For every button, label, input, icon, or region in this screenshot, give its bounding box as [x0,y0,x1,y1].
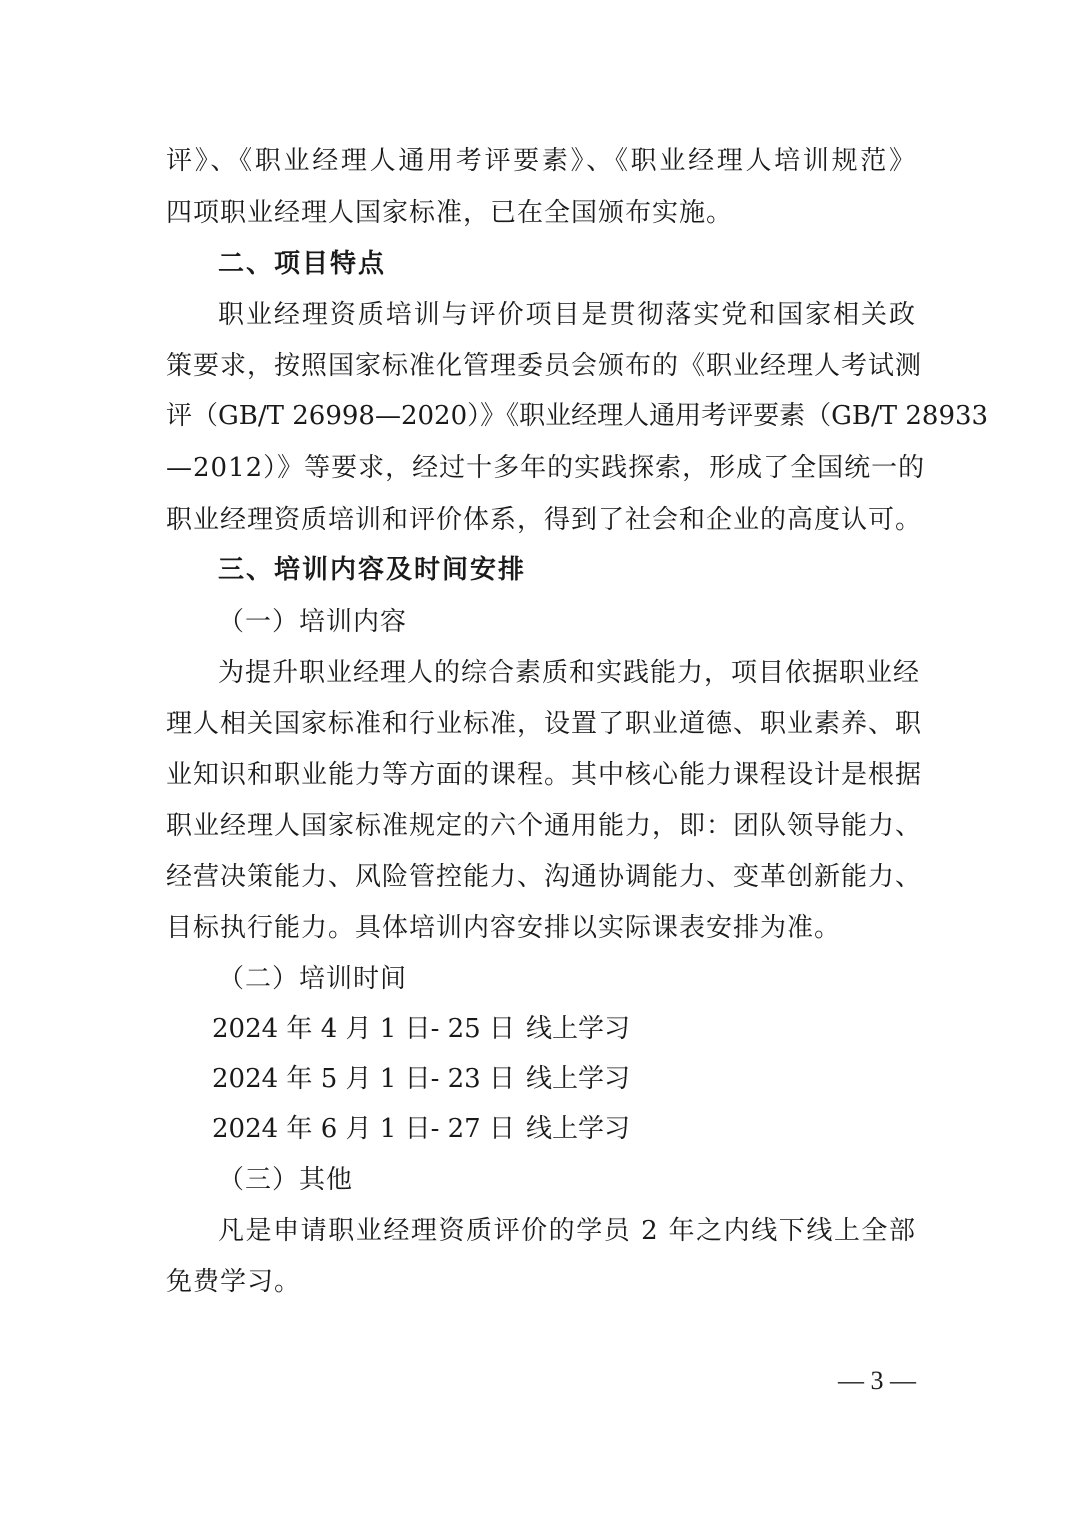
schedule-row [212,1111,712,1147]
section-3-heading: 三、培训内容及时间安排 [218,555,527,585]
schedule-row [212,1061,712,1097]
section-2-line-1: 职业经理资质培训与评价项目是贯彻落实党和国家相关政 [218,300,916,330]
subsection-1-heading: （一）培训内容 [218,607,408,637]
subsection-2-heading: （二）培训时间 [218,964,408,994]
schedule-mode: 线上学习 [526,1064,631,1094]
subsection-1-line-5: 经营决策能力、风险管控能力、沟通协调能力、变革创新能力、 [166,862,923,892]
subsection-1-line-6: 目标执行能力。具体培训内容安排以实际课表安排为准。 [166,913,842,943]
schedule-date: 2024 年 6 月 1 日- 27 日 [212,1114,515,1144]
schedule-date: 2024 年 5 月 1 日- 23 日 [212,1064,515,1094]
section-2-line-5: 职业经理资质培训和评价体系，得到了社会和企业的高度认可。 [166,505,923,535]
subsection-3-heading: （三）其他 [218,1165,354,1195]
subsection-1-line-3: 业知识和职业能力等方面的课程。其中核心能力课程设计是根据 [166,760,923,790]
intro-line-2: 四项职业经理人国家标准，已在全国颁布实施。 [166,198,734,228]
schedule-date: 2024 年 4 月 1 日- 25 日 [212,1014,515,1044]
section-2-line-3: 评（GB/T 26998—2020）》《职业经理人通用考评要素（GB/T 28933 [166,401,989,431]
section-2-line-2: 策要求，按照国家标准化管理委员会颁布的《职业经理人考试测 [166,351,923,381]
schedule-mode: 线上学习 [526,1014,631,1044]
subsection-3-line-1: 凡是申请职业经理资质评价的学员 2 年之内线下线上全部 [218,1216,916,1246]
subsection-1-line-4: 职业经理人国家标准规定的六个通用能力，即：团队领导能力、 [166,811,923,841]
schedule-row [212,1011,712,1047]
section-2-line-4: —2012）》等要求，经过十多年的实践探索，形成了全国统一的 [166,453,926,483]
subsection-3-line-2: 免费学习。 [166,1267,302,1297]
intro-line-1: 评》、《职业经理人通用考评要素》、《职业经理人培训规范》 [166,146,916,176]
section-2-heading: 二、项目特点 [218,249,387,279]
schedule-mode: 线上学习 [526,1114,631,1144]
page-number: — 3 — [838,1366,916,1395]
subsection-1-line-1: 为提升职业经理人的综合素质和实践能力，项目依据职业经 [218,658,921,688]
subsection-1-line-2: 理人相关国家标准和行业标准，设置了职业道德、职业素养、职 [166,709,923,739]
